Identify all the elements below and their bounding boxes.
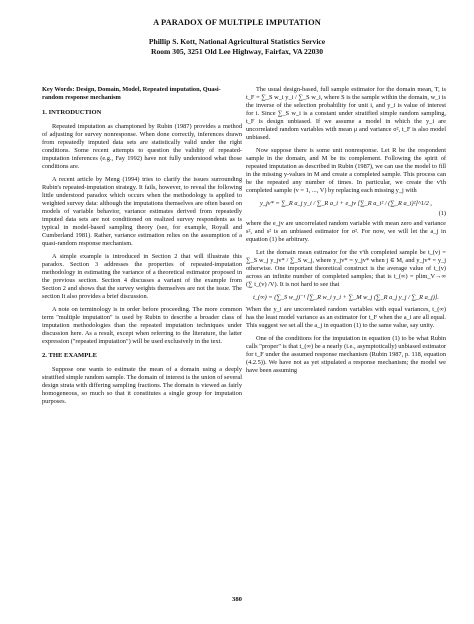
equation-number: (1): [438, 210, 446, 217]
paragraph: The usual design-based, full sample estimator for the domain mean, T, is t_F = ∑_S w_i y_i / ∑_S w_i, where S is the sample within the domain, w_i is the inverse of the selection probability for unit i, and y_i is value of interest for i. Since ∑_S w_i is a constant under stratified simple random sampling, t_F is design unbiased. If we assume a model in which the y_i are uncorrelated random variables with mean μ and variance σ², t_F is also model unbiased.: [246, 86, 446, 141]
paragraph: One of the conditions for the imputation in equation (1) to be what Rubin calls "proper" is that t_(∞) be a nearly (i.e., asymptotically) unbiased estimator for t_F under the assumed response mechanism (Rubin 1987, p. 118, equation (4.2.5)). We have not as yet stipulated a response mechanism; the model we have been assuming: [246, 335, 446, 374]
paragraph: A note on terminology is in order before proceeding. The more common term "multiple imputation" is used by Rubin to describe a broader class of imputation methodologies than the repeated imputation techniques under discussion here. As a result, except when referring to the literature, the latter expression ("repeated imputation") will be used exclusively in the text.: [42, 306, 242, 345]
paper-title: A PARADOX OF MULTIPLE IMPUTATION: [153, 18, 321, 27]
equation-1: y_jv* = ∑_R a_j y_i / ∑_R a_i + e_jv [∑_R a_i² / (∑_R a_i)²]^1/2 ,: [260, 200, 432, 207]
keywords: Key Words: Design, Domain, Model, Repeated imputation, Quasi-random response mechanism: [42, 86, 221, 101]
section-heading-example: 2. THE EXAMPLE: [42, 352, 98, 359]
paragraph: Suppose one wants to estimate the mean of a domain using a deeply stratified simple random sample. The domain of interest is the union of several design strata with differing sampling fractions. The domain is viewed as fairly homogeneous, so much so that it constitutes a single group for imputation purposes.: [42, 366, 242, 405]
author-line: Phillip S. Kott, National Agricultural Statistics Service: [148, 37, 326, 46]
left-column: [42, 86, 242, 411]
section-heading-introduction: 1. INTRODUCTION: [42, 109, 102, 116]
paragraph: Now suppose there is some unit nonresponse. Let R be the respondent sample in the domain, and M be its complement. Following the spirit of repeated imputation as described in Rubin (1987), we can use the model to fill in the missing y-values in M and create a completed sample. This process can be the repeated any number of times. In particular, we create the v'th completed sample (v = 1, ..., V) by replacing each missing y_j with: [246, 147, 446, 194]
paragraph: A recent article by Meng (1994) tries to clarify the issues surrounding Rubin's repeated-imputation strategy. It fails, however, to reveal the following little understood paradox which occurs when the methodology is applied to weighted survey data: although the imputations themselves are often based on models of variable behavior, variance estimates derived from repeatedly imputed data sets are not conditioned on realized survey respondents as is typical in model-based sampling theory (see, for example, Royall and Cumberland 1981). Rather, variance estimation relies on the assumption of a quasi-random response mechanism.: [42, 176, 242, 247]
address-line: Room 305, 3251 Old Lee Highway, Fairfax, VA 22030: [150, 47, 324, 56]
equation-2: t_(∞) = (∑_S w_j)⁻¹ [∑_R w_i y_i + ∑_M w_j (∑_R a_j y_j / ∑_R a_j)].: [253, 294, 439, 301]
page-number: 380: [232, 596, 242, 603]
paragraph: where the e_jv are uncorrelated random variable with mean zero and variance s², and s² is an unbiased estimator for σ². For now, we will let the a_j in equation (1) be arbitrary.: [246, 220, 446, 243]
paragraph: A simple example is introduced in Section 2 that will illustrate this paradox. Section 3 addresses the properties of repeated-imputation methodology in estimating the variance of a theoretical estimator proposed in the previous section. Section 4 discusses a variant of the example from Section 2 and shows that the survey weights themselves are not the issue. The section It also provides a brief discussion.: [42, 253, 242, 300]
right-column: [246, 86, 446, 380]
paragraph: Repeated imputation as championed by Rubin (1987) provides a method of adjusting for survey nonresponse. When done correctly, inferences drawn from repeatedly imputed data sets are statistically valid under the right conditions. Some recent attempts to question the validity of repeated-imputation inferences (e.g., Fay 1992) have not fully understood what those conditions are.: [42, 123, 242, 170]
paragraph: Let the domain mean estimator for the v'th completed sample be t_(v) = ∑_S w_j y_jv* / ∑_S w_j, where y_jv* = y_jv* when j ∈ M, and y_jv* = y_j otherwise. One important theoretical construct is the average value of t_(v) across an infinite number of completed samples; that is t_(∞) = plim_V→∞ (∑ t_(v) /V). It is not hard to see that: [246, 249, 446, 288]
paragraph: When the y_i are uncorrelated random variables with equal variances, t_(∞) has the least model variance as an estimator for t_F when the a_i are all equal. This suggest we set all the a_j in equation (1) to the same value, say unity.: [246, 306, 446, 329]
